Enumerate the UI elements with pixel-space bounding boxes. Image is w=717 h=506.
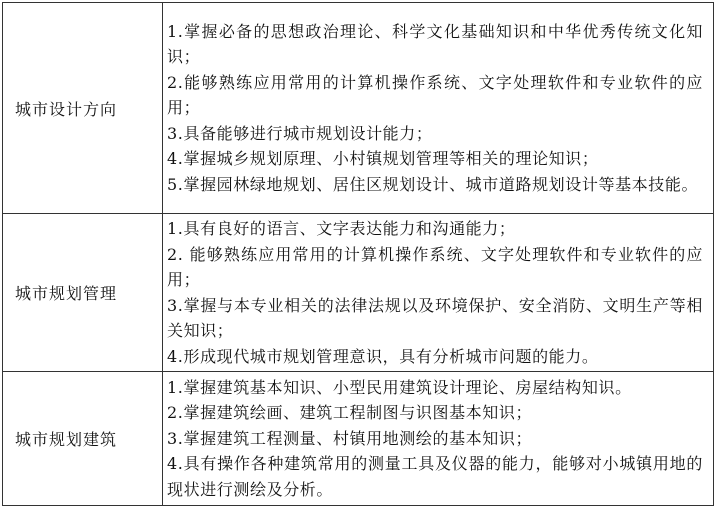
requirement-item: 4.掌握城乡规划原理、小村镇规划管理等相关的理论知识； — [167, 149, 599, 169]
table-row-city-planning-architecture — [3, 372, 714, 506]
direction-cell: 城市设计方向 — [3, 3, 163, 214]
requirement-item: 4.形成现代城市规划管理意识，具有分析城市问题的能力。 — [167, 346, 599, 366]
requirement-item: 3.掌握建筑工程测量、村镇用地测绘的基本知识； — [167, 428, 533, 448]
requirement-item: 4.具有操作各种建筑常用的测量工具及仪器的能力，能够对小城镇用地的现状进行测绘及分析。 — [167, 454, 703, 499]
requirement-item: 2.掌握建筑绘画、建筑工程制图与识图基本知识； — [167, 403, 533, 423]
table-row-city-planning-management — [3, 214, 714, 372]
direction-cell: 城市规划管理 — [3, 214, 163, 372]
requirement-item: 5.掌握园林绿地规划、居住区规划设计、城市道路规划设计等基本技能。 — [167, 174, 699, 194]
requirements-table — [2, 2, 714, 506]
requirement-item: 3.具备能够进行城市规划设计能力； — [167, 123, 433, 143]
requirements-cell — [163, 372, 714, 506]
direction-cell: 城市规划建筑 — [3, 372, 163, 506]
requirement-item: 1.具有良好的语言、文字表达能力和沟通能力； — [167, 219, 516, 238]
requirements-cell — [163, 3, 714, 214]
table-row-city-design — [3, 3, 714, 214]
requirement-item: 2. 能够熟练应用常用的计算机操作系统、文字处理软件和专业软件的应用； — [167, 244, 703, 289]
requirements-cell — [163, 214, 714, 372]
requirement-item: 1.掌握建筑基本知识、小型民用建筑设计理论、房屋结构知识。 — [167, 377, 632, 397]
requirement-item: 1.掌握必备的思想政治理论、科学文化基础知识和中华优秀传统文化知识； — [167, 21, 703, 67]
requirement-item: 3.掌握与本专业相关的法律法规以及环境保护、安全消防、文明生产等相关知识； — [167, 295, 703, 340]
requirement-item: 2.能够熟练应用常用的计算机操作系统、文字处理软件和专业软件的应用； — [167, 72, 703, 118]
